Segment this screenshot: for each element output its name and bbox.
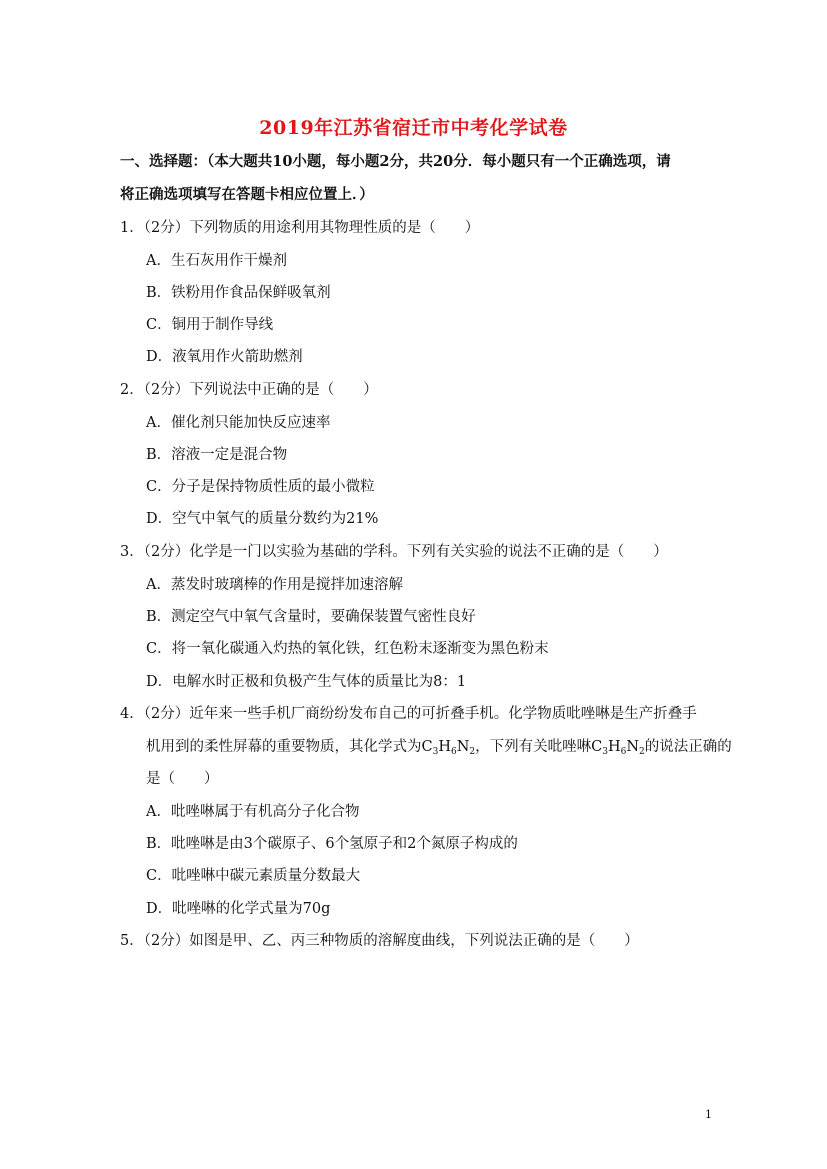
formula-element: N (456, 739, 470, 755)
section-heading-line-2: 将正确选项填写在答题卡相应位置上．） (120, 186, 374, 203)
question-4-option-a: A．吡唑啉属于有机高分子化合物 (146, 804, 360, 820)
section-heading-line-1: 一、选择题：（本大题共10小题，每小题2分，共20分．每小题只有一个正确选项，请 (120, 153, 671, 170)
question-1-option-d: D．液氧用作火箭助燃剂 (146, 349, 303, 365)
page-title: 2019年江苏省宿迁市中考化学试卷 (259, 117, 568, 139)
question-4-option-d: D．吡唑啉的化学式量为70g (146, 901, 331, 917)
question-5-stem: 5．（2分）如图是甲、乙、丙三种物质的溶解度曲线，下列说法正确的是（ ） (120, 933, 639, 949)
question-4-stem-part-b: ，下列有关吡唑啉C (475, 739, 603, 755)
question-1-stem: 1．（2分）下列物质的用途利用其物理性质的是（ ） (120, 220, 480, 236)
formula-subscript: 6 (620, 747, 627, 757)
question-3-option-c: C．将一氧化碳通入灼热的氧化铁，红色粉末逐渐变为黑色粉末 (146, 641, 549, 657)
formula-subscript: 3 (602, 747, 608, 757)
question-1-option-a: A．生石灰用作干燥剂 (146, 253, 287, 269)
formula-element: H (438, 739, 451, 755)
page-number: 1 (705, 1108, 712, 1121)
question-4-stem-line-2 (146, 735, 732, 757)
question-4-stem-part-a: 机用到的柔性屏幕的重要物质，其化学式为C (146, 739, 433, 755)
question-4-option-c: C．吡唑啉中碳元素质量分数最大 (146, 868, 361, 884)
formula-subscript: 3 (432, 747, 439, 757)
formula-element: N (626, 739, 640, 755)
question-3-stem: 3．（2分）化学是一门以实验为基础的学科。下列有关实验的说法不正确的是（ ） (120, 544, 668, 560)
formula-element: H (607, 739, 621, 755)
question-2-option-d: D．空气中氧气的质量分数约为21% (146, 511, 379, 527)
formula-subscript: 2 (639, 747, 645, 757)
question-4-stem-part-c: 的说法正确的 (644, 739, 732, 755)
question-2-stem: 2．（2分）下列说法中正确的是（ ） (120, 382, 378, 398)
question-3-option-b: B．测定空气中氧气含量时，要确保装置气密性良好 (146, 609, 476, 625)
question-1-option-b: B．铁粉用作食品保鲜吸氧剂 (146, 285, 331, 301)
question-4-stem-line-1: 4．（2分）近年来一些手机厂商纷纷发布自己的可折叠手机。化学物质吡唑啉是生产折叠手 (120, 706, 697, 722)
question-2-option-a: A．催化剂只能加快反应速率 (146, 415, 331, 431)
formula-subscript: 6 (450, 747, 457, 757)
question-3-option-d: D．电解水时正极和负极产生气体的质量比为8：1 (146, 674, 467, 690)
question-4-stem-line-3: 是（ ） (146, 771, 219, 787)
question-1-option-c: C．铜用于制作导线 (146, 317, 274, 333)
question-2-option-c: C．分子是保持物质性质的最小微粒 (146, 479, 375, 495)
formula-subscript: 2 (469, 747, 476, 757)
question-2-option-b: B．溶液一定是混合物 (146, 447, 288, 463)
question-4-option-b: B．吡唑啉是由3个碳原子、6个氢原子和2个氮原子构成的 (146, 836, 518, 852)
question-3-option-a: A．蒸发时玻璃棒的作用是搅拌加速溶解 (146, 577, 403, 593)
